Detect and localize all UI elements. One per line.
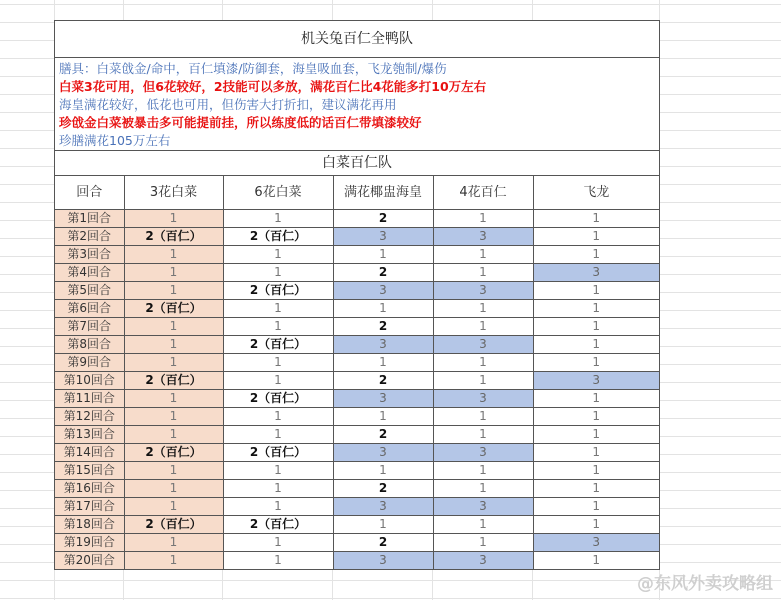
skill-cell[interactable]: 1	[333, 353, 433, 371]
column-header[interactable]: 飞龙	[533, 176, 659, 209]
skill-cell[interactable]: 2（百仁）	[223, 335, 333, 353]
skill-cell[interactable]: 2（百仁）	[124, 371, 223, 389]
skill-cell[interactable]: 1	[223, 425, 333, 443]
table-row	[55, 263, 659, 281]
team-subtitle[interactable]: 白菜百仁队	[55, 151, 659, 176]
skill-cell[interactable]: 3	[433, 281, 533, 299]
skill-cell[interactable]: 3	[333, 551, 433, 569]
skill-cell[interactable]: 1	[433, 515, 533, 533]
skill-cell[interactable]: 1	[223, 461, 333, 479]
skill-cell[interactable]: 2	[333, 533, 433, 551]
skill-cell[interactable]: 1	[433, 533, 533, 551]
table-row	[55, 389, 659, 407]
skill-cell[interactable]: 1	[433, 425, 533, 443]
skill-cell[interactable]: 2（百仁）	[124, 227, 223, 245]
skill-cell[interactable]: 1	[433, 479, 533, 497]
round-label-cell[interactable]: 第12回合	[55, 407, 124, 425]
skill-cell[interactable]: 1	[433, 353, 533, 371]
table-row	[55, 209, 659, 227]
skill-cell[interactable]: 1	[223, 371, 333, 389]
spreadsheet-table	[54, 20, 660, 570]
skill-cell[interactable]: 1	[333, 245, 433, 263]
skill-cell[interactable]: 1	[124, 335, 223, 353]
skill-cell[interactable]: 1	[533, 299, 659, 317]
skill-cell[interactable]: 1	[333, 461, 433, 479]
skill-cell[interactable]: 1	[533, 515, 659, 533]
skill-cell[interactable]: 1	[533, 479, 659, 497]
skill-cell[interactable]: 1	[433, 299, 533, 317]
skill-cell[interactable]: 1	[533, 551, 659, 569]
skill-cell[interactable]: 1	[223, 353, 333, 371]
round-label-cell[interactable]: 第2回合	[55, 227, 124, 245]
table-row	[55, 497, 659, 515]
table-row	[55, 533, 659, 551]
skill-cell[interactable]: 1	[124, 407, 223, 425]
skill-cell[interactable]: 3	[333, 335, 433, 353]
table-row	[55, 479, 659, 497]
sheet-title[interactable]: 机关兔百仁全鸭队	[55, 21, 659, 58]
round-label-cell[interactable]: 第20回合	[55, 551, 124, 569]
skill-cell[interactable]: 1	[223, 209, 333, 227]
skill-cell[interactable]: 2	[333, 317, 433, 335]
skill-cell[interactable]: 1	[533, 317, 659, 335]
skill-cell[interactable]: 2	[333, 479, 433, 497]
round-label-cell[interactable]: 第11回合	[55, 389, 124, 407]
round-label-cell[interactable]: 第8回合	[55, 335, 124, 353]
skill-cell[interactable]: 2（百仁）	[223, 515, 333, 533]
skill-cell[interactable]: 1	[533, 227, 659, 245]
round-label-cell[interactable]: 第16回合	[55, 479, 124, 497]
skill-cell[interactable]: 1	[124, 425, 223, 443]
skill-cell[interactable]: 3	[433, 551, 533, 569]
skill-cell[interactable]: 3	[333, 281, 433, 299]
skill-cell[interactable]: 1	[433, 407, 533, 425]
skill-cell[interactable]: 1	[533, 209, 659, 227]
round-label-cell[interactable]: 第4回合	[55, 263, 124, 281]
skill-cell[interactable]: 2	[333, 209, 433, 227]
skill-cell[interactable]: 3	[433, 389, 533, 407]
table-row	[55, 353, 659, 371]
skill-cell[interactable]: 2（百仁）	[223, 443, 333, 461]
skill-cell[interactable]: 1	[333, 299, 433, 317]
column-header[interactable]: 4花百仁	[433, 176, 533, 209]
watermark: @东风外卖攻略组	[637, 574, 773, 594]
round-label-cell[interactable]: 第3回合	[55, 245, 124, 263]
skill-cell[interactable]: 2	[333, 371, 433, 389]
round-label-cell[interactable]: 第10回合	[55, 371, 124, 389]
skill-cell[interactable]: 2（百仁）	[223, 227, 333, 245]
skill-cell[interactable]: 2（百仁）	[124, 515, 223, 533]
skill-cell[interactable]: 1	[124, 461, 223, 479]
round-label-cell[interactable]: 第9回合	[55, 353, 124, 371]
skill-cell[interactable]: 1	[533, 497, 659, 515]
notes-cell[interactable]	[55, 58, 659, 151]
table-row	[55, 299, 659, 317]
table-row	[55, 227, 659, 245]
column-header[interactable]: 6花白菜	[223, 176, 333, 209]
skill-cell[interactable]: 3	[433, 497, 533, 515]
skill-cell[interactable]: 3	[333, 443, 433, 461]
skill-cell[interactable]: 1	[533, 389, 659, 407]
skill-cell[interactable]: 1	[433, 209, 533, 227]
column-header[interactable]: 3花白菜	[124, 176, 223, 209]
table-row	[55, 551, 659, 569]
skill-cell[interactable]: 2（百仁）	[124, 299, 223, 317]
note-line: 珍戗金白菜被暴击多可能提前挂，所以练度低的话百仁带填漆较好	[59, 115, 422, 130]
skill-cell[interactable]: 1	[124, 317, 223, 335]
note-line: 海皇满花较好，低花也可用，但伤害大打折扣，建议满花再用	[59, 97, 397, 112]
skill-cell[interactable]: 1	[333, 407, 433, 425]
skill-cell[interactable]: 2（百仁）	[223, 389, 333, 407]
skill-cell[interactable]: 1	[223, 299, 333, 317]
skill-cell[interactable]: 1	[223, 245, 333, 263]
column-header[interactable]: 满花椰盅海皇	[333, 176, 433, 209]
skill-cell[interactable]: 2（百仁）	[223, 281, 333, 299]
skill-cell[interactable]: 2	[333, 263, 433, 281]
skill-cell[interactable]: 1	[124, 353, 223, 371]
column-header[interactable]: 回合	[55, 176, 124, 209]
skill-cell[interactable]: 3	[333, 227, 433, 245]
skill-cell[interactable]: 1	[433, 245, 533, 263]
round-label-cell[interactable]: 第15回合	[55, 461, 124, 479]
table-row	[55, 371, 659, 389]
skill-cell[interactable]: 3	[533, 371, 659, 389]
round-label-cell[interactable]: 第6回合	[55, 299, 124, 317]
round-label-cell[interactable]: 第7回合	[55, 317, 124, 335]
skill-cell[interactable]: 1	[433, 317, 533, 335]
round-label-cell[interactable]: 第14回合	[55, 443, 124, 461]
skill-cell[interactable]: 3	[433, 335, 533, 353]
table-row	[55, 461, 659, 479]
skill-cell[interactable]: 1	[124, 209, 223, 227]
skill-cell[interactable]: 1	[124, 263, 223, 281]
note-line: 珍膳满花105万左右	[59, 133, 171, 148]
skill-cell[interactable]: 3	[533, 263, 659, 281]
note-line: 白菜3花可用，但6花较好，2技能可以多放，满花百仁比4花能多打10万左右	[59, 79, 487, 94]
skill-cell[interactable]: 1	[223, 551, 333, 569]
skill-cell[interactable]: 1	[533, 461, 659, 479]
skill-cell[interactable]: 1	[533, 443, 659, 461]
table-row	[55, 425, 659, 443]
skill-cell[interactable]: 1	[223, 407, 333, 425]
skill-cell[interactable]: 3	[333, 497, 433, 515]
round-label-cell[interactable]: 第5回合	[55, 281, 124, 299]
skill-cell[interactable]: 3	[333, 389, 433, 407]
note-line: 膳具：白菜戗金/命中，百仁填漆/防御套，海皇吸血套，飞龙匏制/爆伤	[59, 61, 447, 76]
rounds-table	[55, 176, 659, 569]
skill-cell[interactable]: 1	[533, 407, 659, 425]
skill-cell[interactable]: 1	[223, 317, 333, 335]
round-label-cell[interactable]: 第17回合	[55, 497, 124, 515]
table-row	[55, 281, 659, 299]
skill-cell[interactable]: 1	[124, 281, 223, 299]
skill-cell[interactable]: 1	[124, 497, 223, 515]
skill-cell[interactable]: 1	[124, 245, 223, 263]
round-label-cell[interactable]: 第13回合	[55, 425, 124, 443]
skill-cell[interactable]: 1	[433, 461, 533, 479]
skill-cell[interactable]: 1	[124, 389, 223, 407]
skill-cell[interactable]: 1	[124, 533, 223, 551]
skill-cell[interactable]: 2（百仁）	[124, 443, 223, 461]
table-row	[55, 407, 659, 425]
round-label-cell[interactable]: 第1回合	[55, 209, 124, 227]
table-row	[55, 245, 659, 263]
table-row	[55, 335, 659, 353]
skill-cell[interactable]: 1	[223, 533, 333, 551]
skill-cell[interactable]: 1	[223, 497, 333, 515]
skill-cell[interactable]: 1	[533, 335, 659, 353]
skill-cell[interactable]: 3	[533, 533, 659, 551]
skill-cell[interactable]: 1	[433, 371, 533, 389]
table-row	[55, 317, 659, 335]
table-row	[55, 515, 659, 533]
skill-cell[interactable]: 1	[223, 263, 333, 281]
skill-cell[interactable]: 1	[124, 479, 223, 497]
skill-cell[interactable]: 1	[533, 353, 659, 371]
skill-cell[interactable]: 2	[333, 425, 433, 443]
skill-cell[interactable]: 1	[333, 515, 433, 533]
skill-cell[interactable]: 1	[223, 479, 333, 497]
skill-cell[interactable]: 1	[124, 551, 223, 569]
skill-cell[interactable]: 1	[533, 425, 659, 443]
round-label-cell[interactable]: 第18回合	[55, 515, 124, 533]
skill-cell[interactable]: 1	[533, 281, 659, 299]
skill-cell[interactable]: 1	[433, 263, 533, 281]
skill-cell[interactable]: 1	[533, 245, 659, 263]
table-row	[55, 443, 659, 461]
skill-cell[interactable]: 3	[433, 227, 533, 245]
round-label-cell[interactable]: 第19回合	[55, 533, 124, 551]
skill-cell[interactable]: 3	[433, 443, 533, 461]
